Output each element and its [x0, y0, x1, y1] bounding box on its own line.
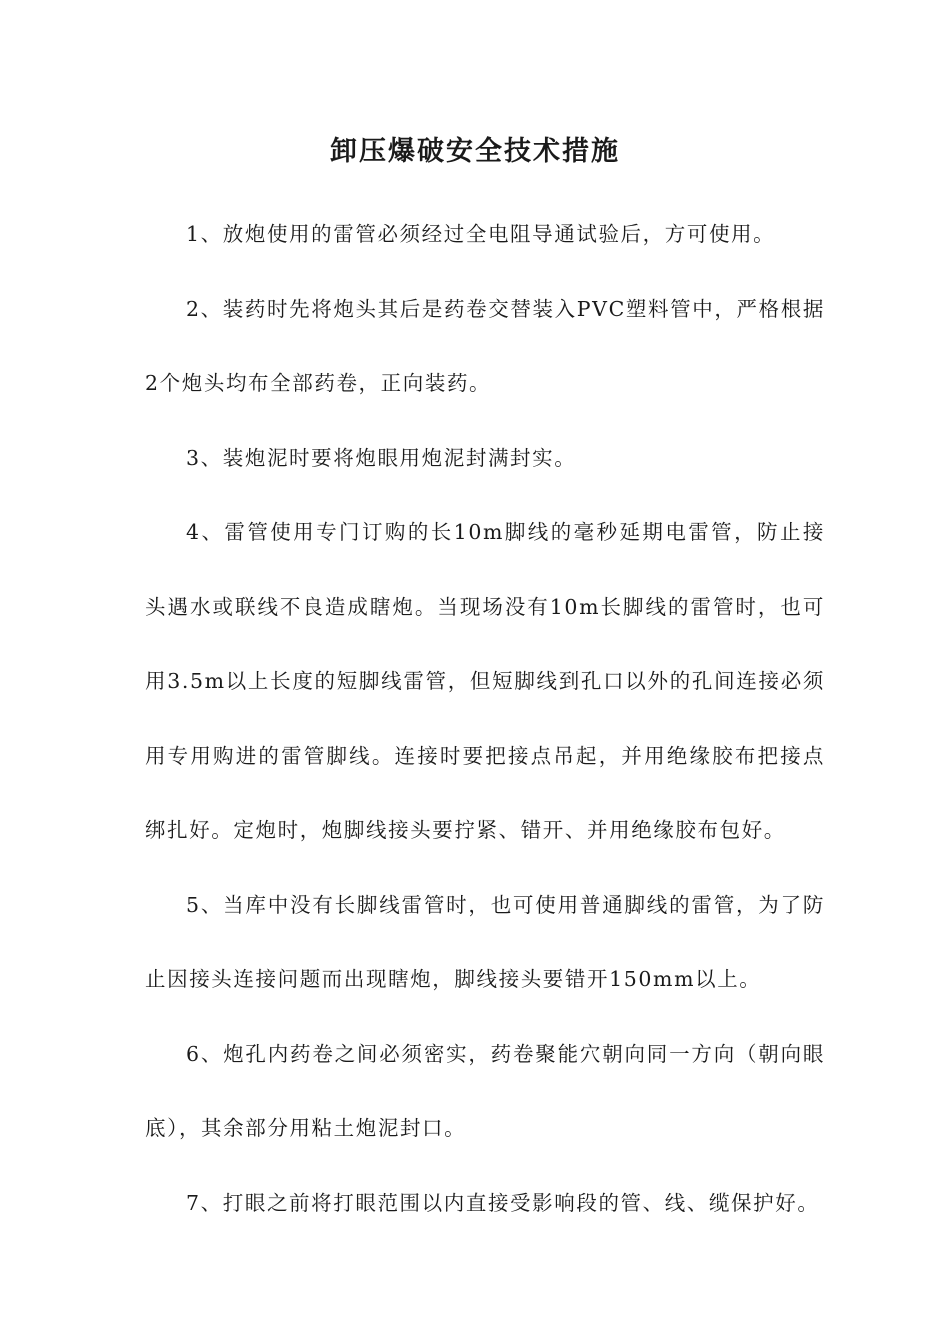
document-title: 卸压爆破安全技术措施	[330, 136, 620, 167]
paragraph-6: 6、炮孔内药卷之间必须密实，药卷聚能穴朝向同一方向（朝向眼底），其余部分用粘土炮泥封口。	[145, 1041, 825, 1140]
document-body	[145, 197, 825, 1240]
paragraph-1: 1、放炮使用的雷管必须经过全电阻导通试验后，方可使用。	[186, 222, 776, 246]
paragraph-7: 7、打眼之前将打眼范围以内直接受影响段的管、线、缆保护好。	[186, 1190, 820, 1215]
paragraph-3: 3、装炮泥时要将炮眼用炮泥封满封实。	[186, 445, 577, 470]
paragraph-5: 5、当库中没有长脚线雷管时，也可使用普通脚线的雷管，为了防止因接头连接问题而出现瞎炮，脚线接头要错开150mm以上。	[145, 892, 825, 991]
paragraph-2: 2、装药时先将炮头其后是药卷交替装入PVC塑料管中，严格根据2个炮头均布全部药卷，正向装药。	[145, 296, 825, 395]
paragraph-4: 4、雷管使用专门订购的长10m脚线的毫秒延期电雷管，防止接头遇水或联线不良造成瞎炮。当现场没有10m长脚线的雷管时，也可用3.5m以上长度的短脚线雷管，但短脚线到孔口以外的孔间连接必须用专用购进的雷管脚线。连接时要把接点吊起，并用绝缘胶布把接点绑扎好。定炮时，炮脚线接头要拧紧、错开、并用绝缘胶布包好。	[145, 520, 825, 842]
